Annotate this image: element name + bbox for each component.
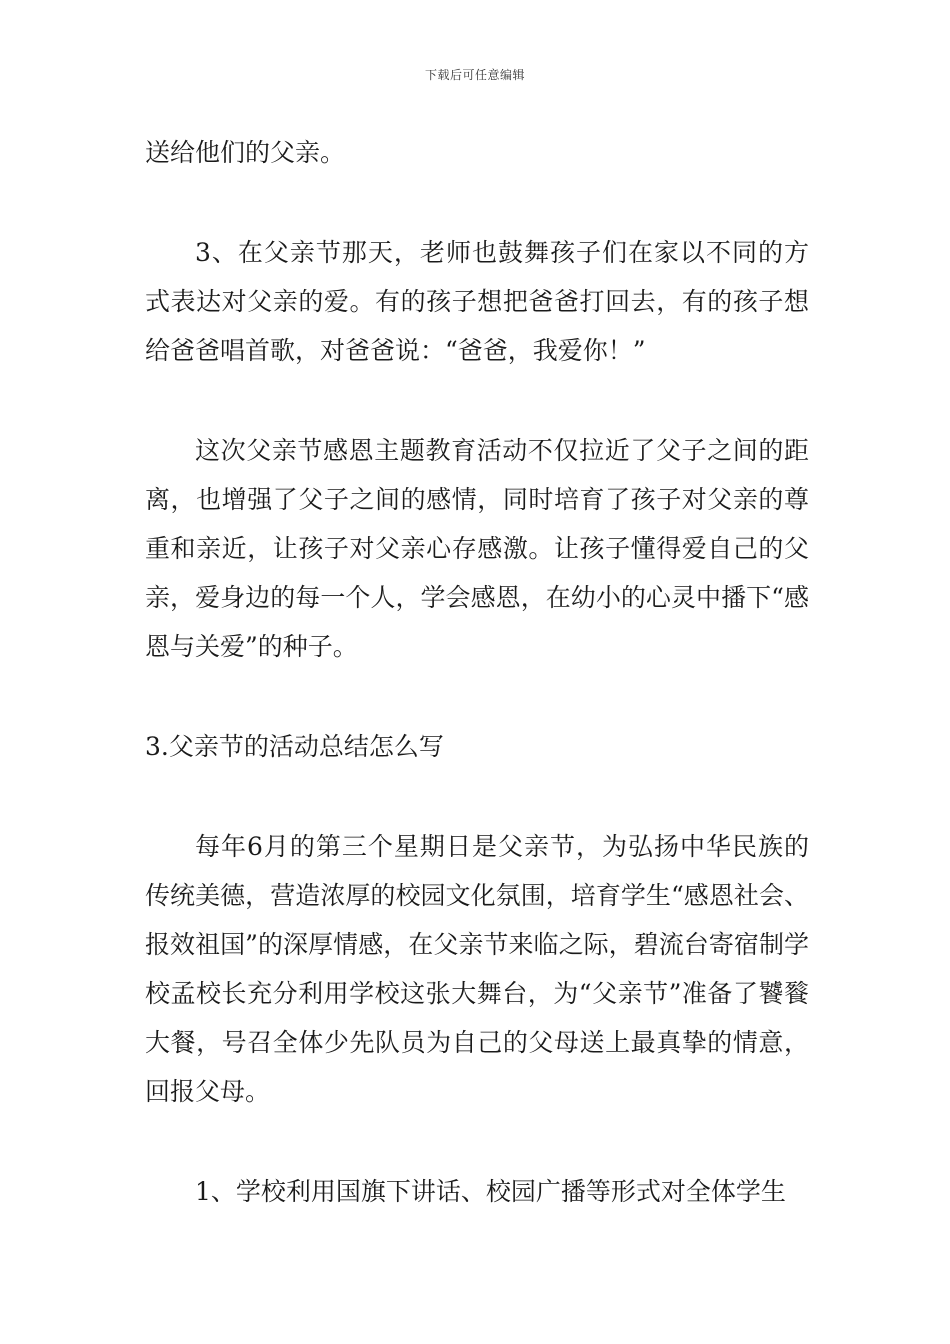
page-header-note: 下载后可任意编辑 [424,68,525,82]
paragraph-intro: 每年6月的第三个星期日是父亲节，为弘扬中华民族的传统美德，营造浓厚的校园文化氛围，培育学生“感恩社会、报效祖国”的深厚情感，在父亲节来临之际，碧流台寄宿制学校孟校长充分利用学校这张大舞台，为“父亲节”准备了饕餮大餐，号召全体少先队员为自己的父母送上最真挚的情意，回报父母。 [145,832,809,1106]
paragraph-summary: 这次父亲节感恩主题教育活动不仅拉近了父子之间的距离，也增强了父子之间的感情，同时培育了孩子对父亲的尊重和亲近，让孩子对父亲心存感激。让孩子懂得爱自己的父亲，爱身边的每一个人，学会感恩，在幼小的心灵中播下“感恩与关爱”的种子。 [145,436,809,661]
paragraph-item-3: 3、在父亲节那天，老师也鼓舞孩子们在家以不同的方式表达对父亲的爱。有的孩子想把爸爸打回去，有的孩子想给爸爸唱首歌，对爸爸说：“爸爸，我爱你！” [145,238,809,365]
section-heading: 3.父亲节的活动总结怎么写 [145,732,444,761]
paragraph-item-1: 1、学校利用国旗下讲话、校园广播等形式对全体学生 [195,1177,786,1206]
document-body [145,128,809,1216]
paragraph-continuation: 送给他们的父亲。 [145,138,346,167]
